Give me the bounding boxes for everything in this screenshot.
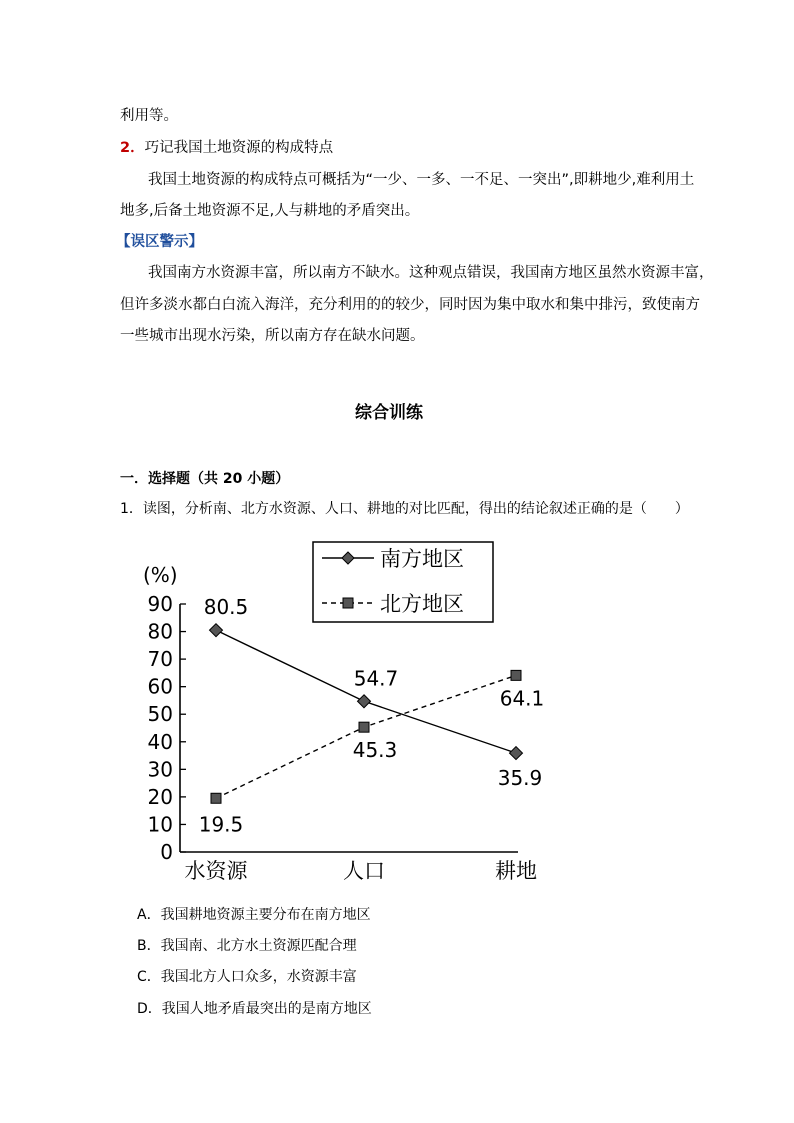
y-tick-label: 70: [147, 647, 173, 672]
x-category-label: 人口: [343, 859, 385, 883]
y-tick-label: 40: [147, 729, 173, 754]
data-point-north: [359, 722, 369, 732]
heading-number: 2．: [120, 140, 145, 156]
section-title: 综合训练: [355, 403, 423, 423]
paragraph-line: 一些城市出现水污染，所以南方存在缺水问题。: [120, 328, 425, 344]
x-category-label: 水资源: [184, 859, 248, 883]
legend-north-label: 北方地区: [380, 592, 464, 616]
data-label-north: 19.5: [198, 812, 244, 837]
part-title: 一．选择题（共 20 小题）: [120, 471, 290, 487]
warning-label: 【误区警示】: [116, 234, 203, 250]
series-line-south: [216, 630, 516, 753]
option-a: A．我国耕地资源主要分布在南方地区: [137, 907, 371, 923]
option-b: B．我国南、北方水土资源匹配合理: [137, 938, 357, 954]
y-tick-label: 90: [147, 592, 173, 616]
y-tick-label: 30: [147, 757, 173, 782]
series-line-north: [216, 675, 516, 798]
data-label-north: 64.1: [499, 686, 545, 711]
legend-south-label: 南方地区: [380, 547, 464, 571]
data-label-south: 35.9: [497, 766, 543, 791]
data-point-south: [210, 624, 223, 637]
data-label-south: 80.5: [203, 595, 249, 620]
paragraph-line: 我国南方水资源丰富，所以南方不缺水。这种观点错误，我国南方地区虽然水资源丰富，: [148, 265, 714, 281]
data-label-south: 54.7: [353, 666, 399, 691]
y-tick-label: 10: [147, 812, 173, 837]
paragraph-line: 我国土地资源的构成特点可概括为“一少、一多、一不足、一突出”,即耕地少,难利用土: [148, 172, 695, 188]
y-tick-label: 0: [160, 840, 173, 864]
option-d: D．我国人地矛盾最突出的是南方地区: [137, 1001, 372, 1017]
y-tick-label: 80: [147, 619, 173, 644]
paragraph-line: 地多,后备土地资源不足,人与耕地的矛盾突出。: [120, 203, 420, 219]
heading-text: 巧记我国土地资源的构成特点: [144, 140, 334, 156]
data-label-north: 45.3: [352, 738, 398, 763]
y-tick-label: 20: [147, 784, 173, 809]
y-axis-unit-label: (%): [143, 563, 178, 587]
y-tick-label: 60: [147, 674, 173, 699]
data-point-north: [511, 670, 521, 680]
text-line: 利用等。: [120, 108, 178, 124]
legend-north-marker: [343, 598, 353, 608]
data-point-south: [510, 747, 523, 760]
paragraph-line: 但许多淡水都白白流入海洋，充分利用的的较少，同时因为集中取水和集中排污，致使南方: [120, 297, 700, 313]
question-1: 1．读图，分析南、北方水资源、人口、耕地的对比匹配，得出的结论叙述正确的是（ ）: [120, 501, 689, 517]
data-point-north: [211, 793, 221, 803]
y-tick-label: 50: [147, 702, 173, 727]
option-c: C．我国北方人口众多，水资源丰富: [137, 969, 357, 985]
x-category-label: 耕地: [495, 859, 537, 883]
data-point-south: [358, 695, 371, 708]
